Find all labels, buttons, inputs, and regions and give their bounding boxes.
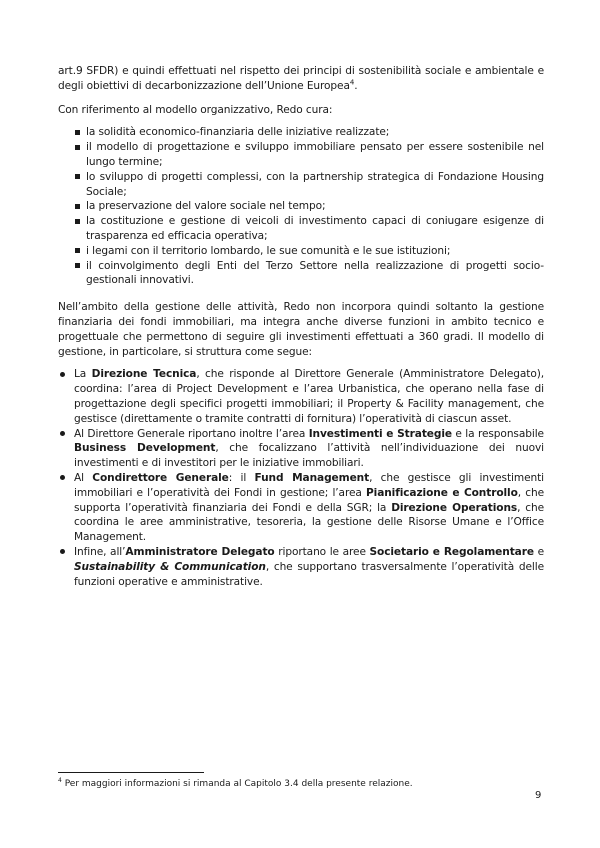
bold-term: Societario e Regolamentare [369, 545, 534, 558]
footnote-marker: 4 [58, 777, 62, 784]
list-item: il coinvolgimento degli Enti del Terzo Settore nella realizzazione di progetti socio-gestionali innovativi. [58, 259, 544, 289]
intro-paragraph [58, 64, 544, 94]
bold-term: Direzione Operations [391, 501, 518, 514]
intro-end: . [354, 79, 358, 92]
bold-term: Amministratore Delegato [125, 545, 275, 558]
footnote-divider [58, 772, 204, 773]
footnote-reference[interactable]: 4 [349, 78, 355, 87]
list-item: la costituzione e gestione di veicoli di investimento capaci di coniugare esigenze di trasparenza ed efficacia operativa; [58, 214, 544, 244]
document-body [58, 64, 544, 599]
bold-term: Pianificazione e Controllo [366, 486, 518, 499]
bold-italic-term: Sustainability & Communication [74, 560, 266, 573]
cura-list [58, 125, 544, 288]
list-item: la preservazione del valore sociale nel tempo; [58, 199, 544, 214]
bold-term: Business Development [74, 442, 216, 455]
page-number: 9 [535, 790, 542, 801]
bold-term: Investimenti e Strategie [308, 427, 452, 440]
organization-intro: Con riferimento al modello organizzativo, Redo cura: [58, 103, 333, 116]
footnote-text: Per maggiori informazioni si rimanda al Capitolo 3.4 della presente relazione. [61, 779, 413, 789]
gestione-paragraph: Nell’ambito della gestione delle attività, Redo non incorpora quindi soltanto la gestione finanziaria dei fondi immobiliari, ma integra anche diverse funzioni in ambito tecnico e progettuale che permettono di seguire gli investimenti effettuati a 360 gradi. Il modello di gestione, in particolare, si struttura come segue: [58, 301, 544, 358]
list-item: il modello di progettazione e sviluppo immobiliare pensato per essere sostenibile nel lungo termine; [58, 140, 544, 170]
bold-term: Direzione Tecnica [91, 368, 197, 381]
list-item-direttore-generale: Al Direttore Generale riportano inoltre l’area Investimenti e Strategie e la responsabile Business Development, che focalizzano l’attività nell’individuazione dei nuovi investimenti e di investitori per le iniziative immobiliari. [58, 427, 544, 471]
list-item: la solidità economico-finanziaria delle iniziative realizzate; [58, 125, 544, 140]
list-item: lo sviluppo di progetti complessi, con la partnership strategica di Fondazione Housing Sociale; [58, 170, 544, 200]
list-item-amministratore-delegato: Infine, all’Amministratore Delegato riportano le aree Societario e Regolamentare e Sustainability & Communication, che supportano trasversalmente l’operatività delle funzioni operative e amministrative. [58, 545, 544, 589]
list-item: i legami con il territorio lombardo, le sue comunità e le sue istituzioni; [58, 244, 544, 259]
list-item-condirettore-generale: Al Condirettore Generale: il Fund Management, che gestisce gli investimenti immobiliari e l’operatività dei Fondi in gestione; l’area Pianificazione e Controllo, che supporta l’operatività finanziaria dei Fondi e della SGR; la Direzione Operations, che coordina le aree amministrative, tesoreria, la gestione delle Risorse Umane e l’Office Management. [58, 471, 544, 545]
footnote [58, 778, 413, 790]
bold-term: Fund Management [254, 471, 370, 484]
list-item-direzione-tecnica: La Direzione Tecnica, che risponde al Direttore Generale (Amministratore Delegato), coordina: l’area di Project Development e l’area Urbanistica, che operano nella fase di progettazione degli specifici progetti immobiliari; il Property & Facility management, che gestisce (direttamente o tramite contratti di fornitura) l’operatività di ciascun asset. [58, 367, 544, 426]
structure-list [58, 367, 544, 589]
intro-text: art.9 SFDR) e quindi effettuati nel rispetto dei principi di sostenibilità sociale e ambientale e degli obiettivi di decarbonizzazione dell’Unione Europea [58, 65, 544, 92]
bold-term: Condirettore Generale [92, 471, 229, 484]
